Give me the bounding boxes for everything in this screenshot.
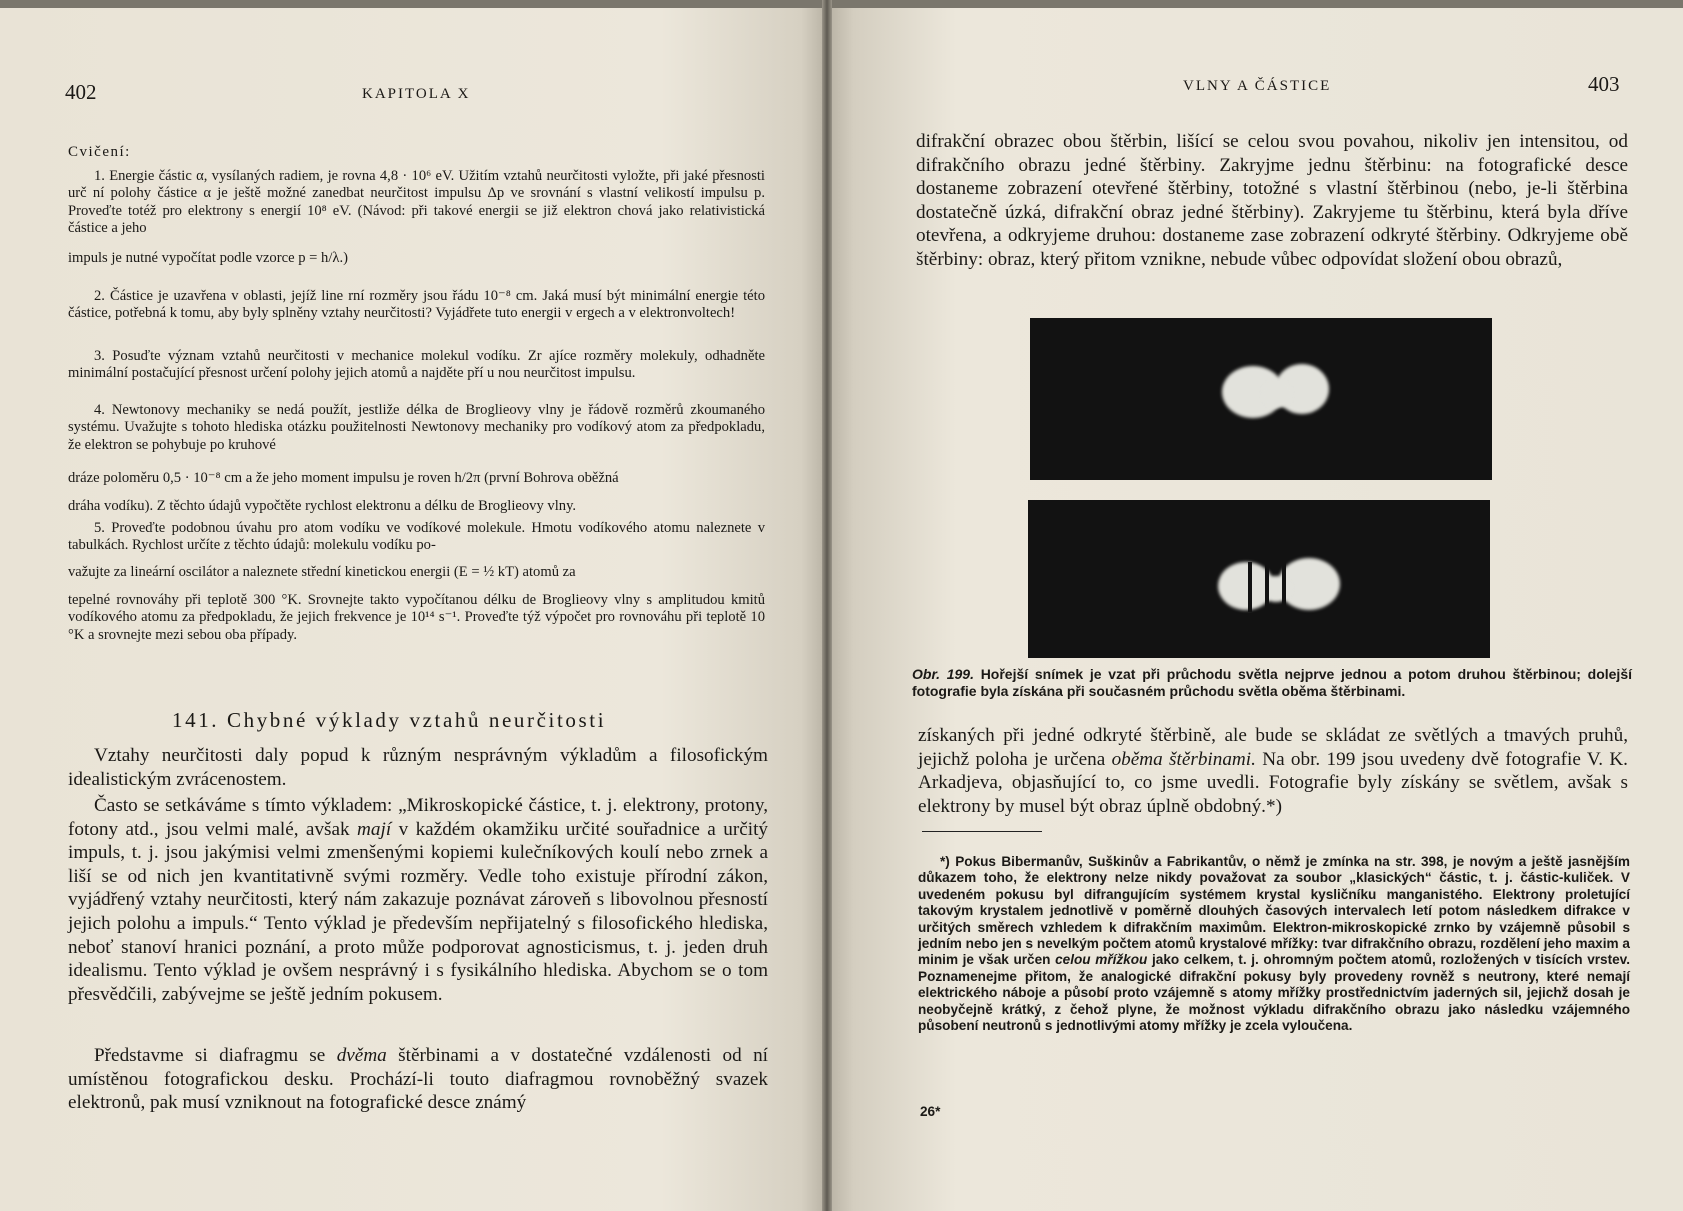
exercise-4-end: dráha vodíku). Z těchto údajů vypočtěte rychlost elektronu a délku de Broglieovy vlny.	[68, 498, 577, 514]
exercises-title: Cvičení:	[68, 144, 131, 160]
exercise-5: 5. Proveďte podobnou úvahu pro atom vodíku ve vodíkové molekule. Hmotu vodíkového atomu naleznete v tabulkách. Rychlost určíte z těchto údajů: molekulu vodíku po-	[68, 520, 765, 554]
left-running-head: KAPITOLA X	[362, 86, 471, 102]
left-page-number: 402	[65, 80, 97, 104]
exercise-3: 3. Posuďte význam vztahů neurčitosti v mechanice molekul vodíku. Zr ajíce rozměry molekuly, odhadněte minimální postačující přesnost určení polohy jejich atomů a najděte pří u nou neurčitost impulsu.	[68, 348, 765, 382]
paragraph-3: Představme si diafragmu se dvěma štěrbinami a v dostatečné vzdálenosti od ní umístěnou fotografickou desku. Prochází-li touto diafragmou rovnoběžný svazek elektronů, pak musí vzniknout na fotografické desce známý	[68, 1045, 769, 1114]
section-heading: 141. Chybné výklady vztahů neurčitosti	[172, 708, 607, 732]
right-main-paragraph: získaných při jedné odkryté štěrbině, ale bude se skládat ze světlých a tmavých pruhů, jejichž poloha je určena oběma štěrbinami. Na obr. 199 jsou uvedeny dvě fotografie V. K. Arkadjeva, objasňující to, co jsme uvedli. Fotografie byly získány se světlem, avšak s elektrony by musel být obraz úplně obdobný.*)	[918, 725, 1628, 817]
footnote-rule	[922, 831, 1042, 832]
exercise-4-formula-line: dráze poloměru 0,5 · 10⁻⁸ cm a že jeho moment impulsu je roven h/2π (první Bohrova oběžná	[68, 470, 619, 486]
right-running-head: VLNY A ČÁSTICE	[1183, 78, 1332, 94]
exercise-1-formula-line: impuls je nutné vypočítat podle vzorce p = h/λ.)	[68, 250, 348, 266]
exercise-5-formula-line: važujte za lineární oscilátor a naleznete střední kinetickou energii (E = ½ kT) atomů za	[68, 564, 576, 580]
signature-mark: 26*	[920, 1104, 941, 1119]
paragraph-1: Vztahy neurčitosti daly popud k různým nesprávným výkladům a filosofickým idealistickým zvrácenostem.	[68, 745, 768, 790]
exercise-1: 1. Energie částic α, vysílaných radiem, je rovna 4,8 · 10⁶ eV. Užitím vztahů neurčitosti vyložte, při jaké přesnosti urč ní polohy částice α je ještě možné zanedbat neurčitost impulsu Δp ve srovnání s vlastní velikostí impulsu p. Proveďte totéž pro elektrony s energií 10⁸ eV. (Návod: při takové energii se již elektron chová jako relativistická částice a jeho	[68, 168, 765, 237]
right-top-paragraph: difrakční obrazec obou štěrbin, lišící se celou svou povahou, nikoliv jen intensitou, od difrakčního obrazu jedné štěrbiny. Zakryjme jednu štěrbinu: na fotografické desce dostaneme zobrazení otevřené štěrbiny, totožné s vlastní štěrbinou (nebo, je-li štěrbina dostatečně úzká, difrakční obraz jedné štěrbiny). Zakryjeme tu štěrbinu, která byla dříve otevřena, a odkryjeme druhou: dostaneme zase zobrazení odkryté štěrbiny. Odkryjeme obě štěrbiny: obraz, který přitom vznikne, nebude vůbec odpovídat složení obou obrazů,	[916, 131, 1628, 270]
left-page	[0, 8, 826, 1211]
photo-double-slit	[1028, 500, 1490, 658]
footnote: *) Pokus Bibermanův, Suškinův a Fabrikantův, o němž je zmínka na str. 398, je novým a ještě jasnějším důkazem toho, že elektrony nelze nikdy považovat za soubor „klasických“ částic, t. j. částic-kuliček. V uvedeném pokusu byl difrangujícím systémem krystal kysličníku manganistého. Elektrony proletující takovým krystalem jednotlivě v poměrně dlouhých časových intervalech letí potom následkem difrakce v určitých směrech vzhledem k difrakčním maximům. Elektron-mikroskopické zrnko by vzájemně působil s jedním nebo jen s nevelkým počtem atomů krystalové mřížky: tvar difrakčního obrazu, rozdělení jeho maxim a minim je však určen celou mřížkou jako celkem, t. j. ohromným počtem atomů, rozložených v tisících vrstev. Poznamenejme přitom, že analogické difrakční pokusy byly provedeny rovněž s neutrony, které nemají elektrického náboje a působí proto vzájemně s atomy mřížky prostřednictvím jaderných sil, jejichž dosah je neobyčejně krátký, z čehož plyne, že možnost výkladu difrakčního obrazu jako následku vzájemného působení neutronů s jednotlivými atomy mřížky je zcela vyloučena.	[918, 854, 1631, 1034]
photo-single-slit	[1030, 318, 1492, 480]
book-gutter	[822, 0, 832, 1211]
right-page-number: 403	[1588, 72, 1620, 96]
right-page	[828, 8, 1683, 1211]
figure-label: Obr. 199.	[912, 666, 974, 682]
exercise-4: 4. Newtonovy mechaniky se nedá použít, jestliže délka de Broglieovy vlny je řádově rozměrů zkoumaného systému. Uvažujte s tohoto hlediska otázku použitelnosti Newtonovy mechaniky pro vodíkový atom za předpokladu, že elektron se pohybuje po kruhové	[68, 402, 765, 453]
exercise-5-end: tepelné rovnováhy při teplotě 300 °K. Srovnejte takto vypočítanou délku de Broglieovy vlny s amplitudou kmitů vodíkového atomu za předpokladu, že jejich frekvence je 10¹⁴ s⁻¹. Proveďte týž výpočet pro rovnováhu při teplotě 10 °K a srovnejte mezi sebou oba případy.	[68, 592, 765, 643]
exercise-2: 2. Částice je uzavřena v oblasti, jejíž line rní rozměry jsou řádu 10⁻⁸ cm. Jaká musí být minimální energie této částice, potřebná k tomu, aby byly splněny vztahy neurčitosti? Vyjádřete tuto energii v ergech a v elektronvoltech!	[68, 288, 765, 322]
paragraph-2: Často se setkáváme s tímto výkladem: „Mikroskopické částice, t. j. elektrony, protony, fotony atd., jsou velmi malé, avšak mají v každém okamžiku určité souřadnice a určitý impuls, t. j. jsou jakýmisi velmi zmenšenými kopiemi kulečníkových koulí nebo zrnek a liší se od nich jen kvantitativně svými rozměry. Vedle toho existuje přírodní zákon, vyjádřený vztahy neurčitosti, který nám zakazuje poznávat zároveň s libovolnou přesností jejich polohu a impuls.“ Tento výklad je především nepřijatelný s filosofického hlediska, neboť stanoví hranici poznání, a proto může podporovat agnosticismus, t. j. jeden druh idealismu. Tento výklad je ovšem nesprávný i s fysikálního hlediska. Abychom se o tom přesvědčili, zabývejme se ještě jedním pokusem.	[68, 795, 768, 1005]
figure-caption: Obr. 199. Hořejší snímek je vzat při průchodu světla nejprve jednou a potom druhou štěrbinou; dolejší fotografie byla získána při současném průchodu světla oběma štěrbinami.	[912, 666, 1632, 699]
